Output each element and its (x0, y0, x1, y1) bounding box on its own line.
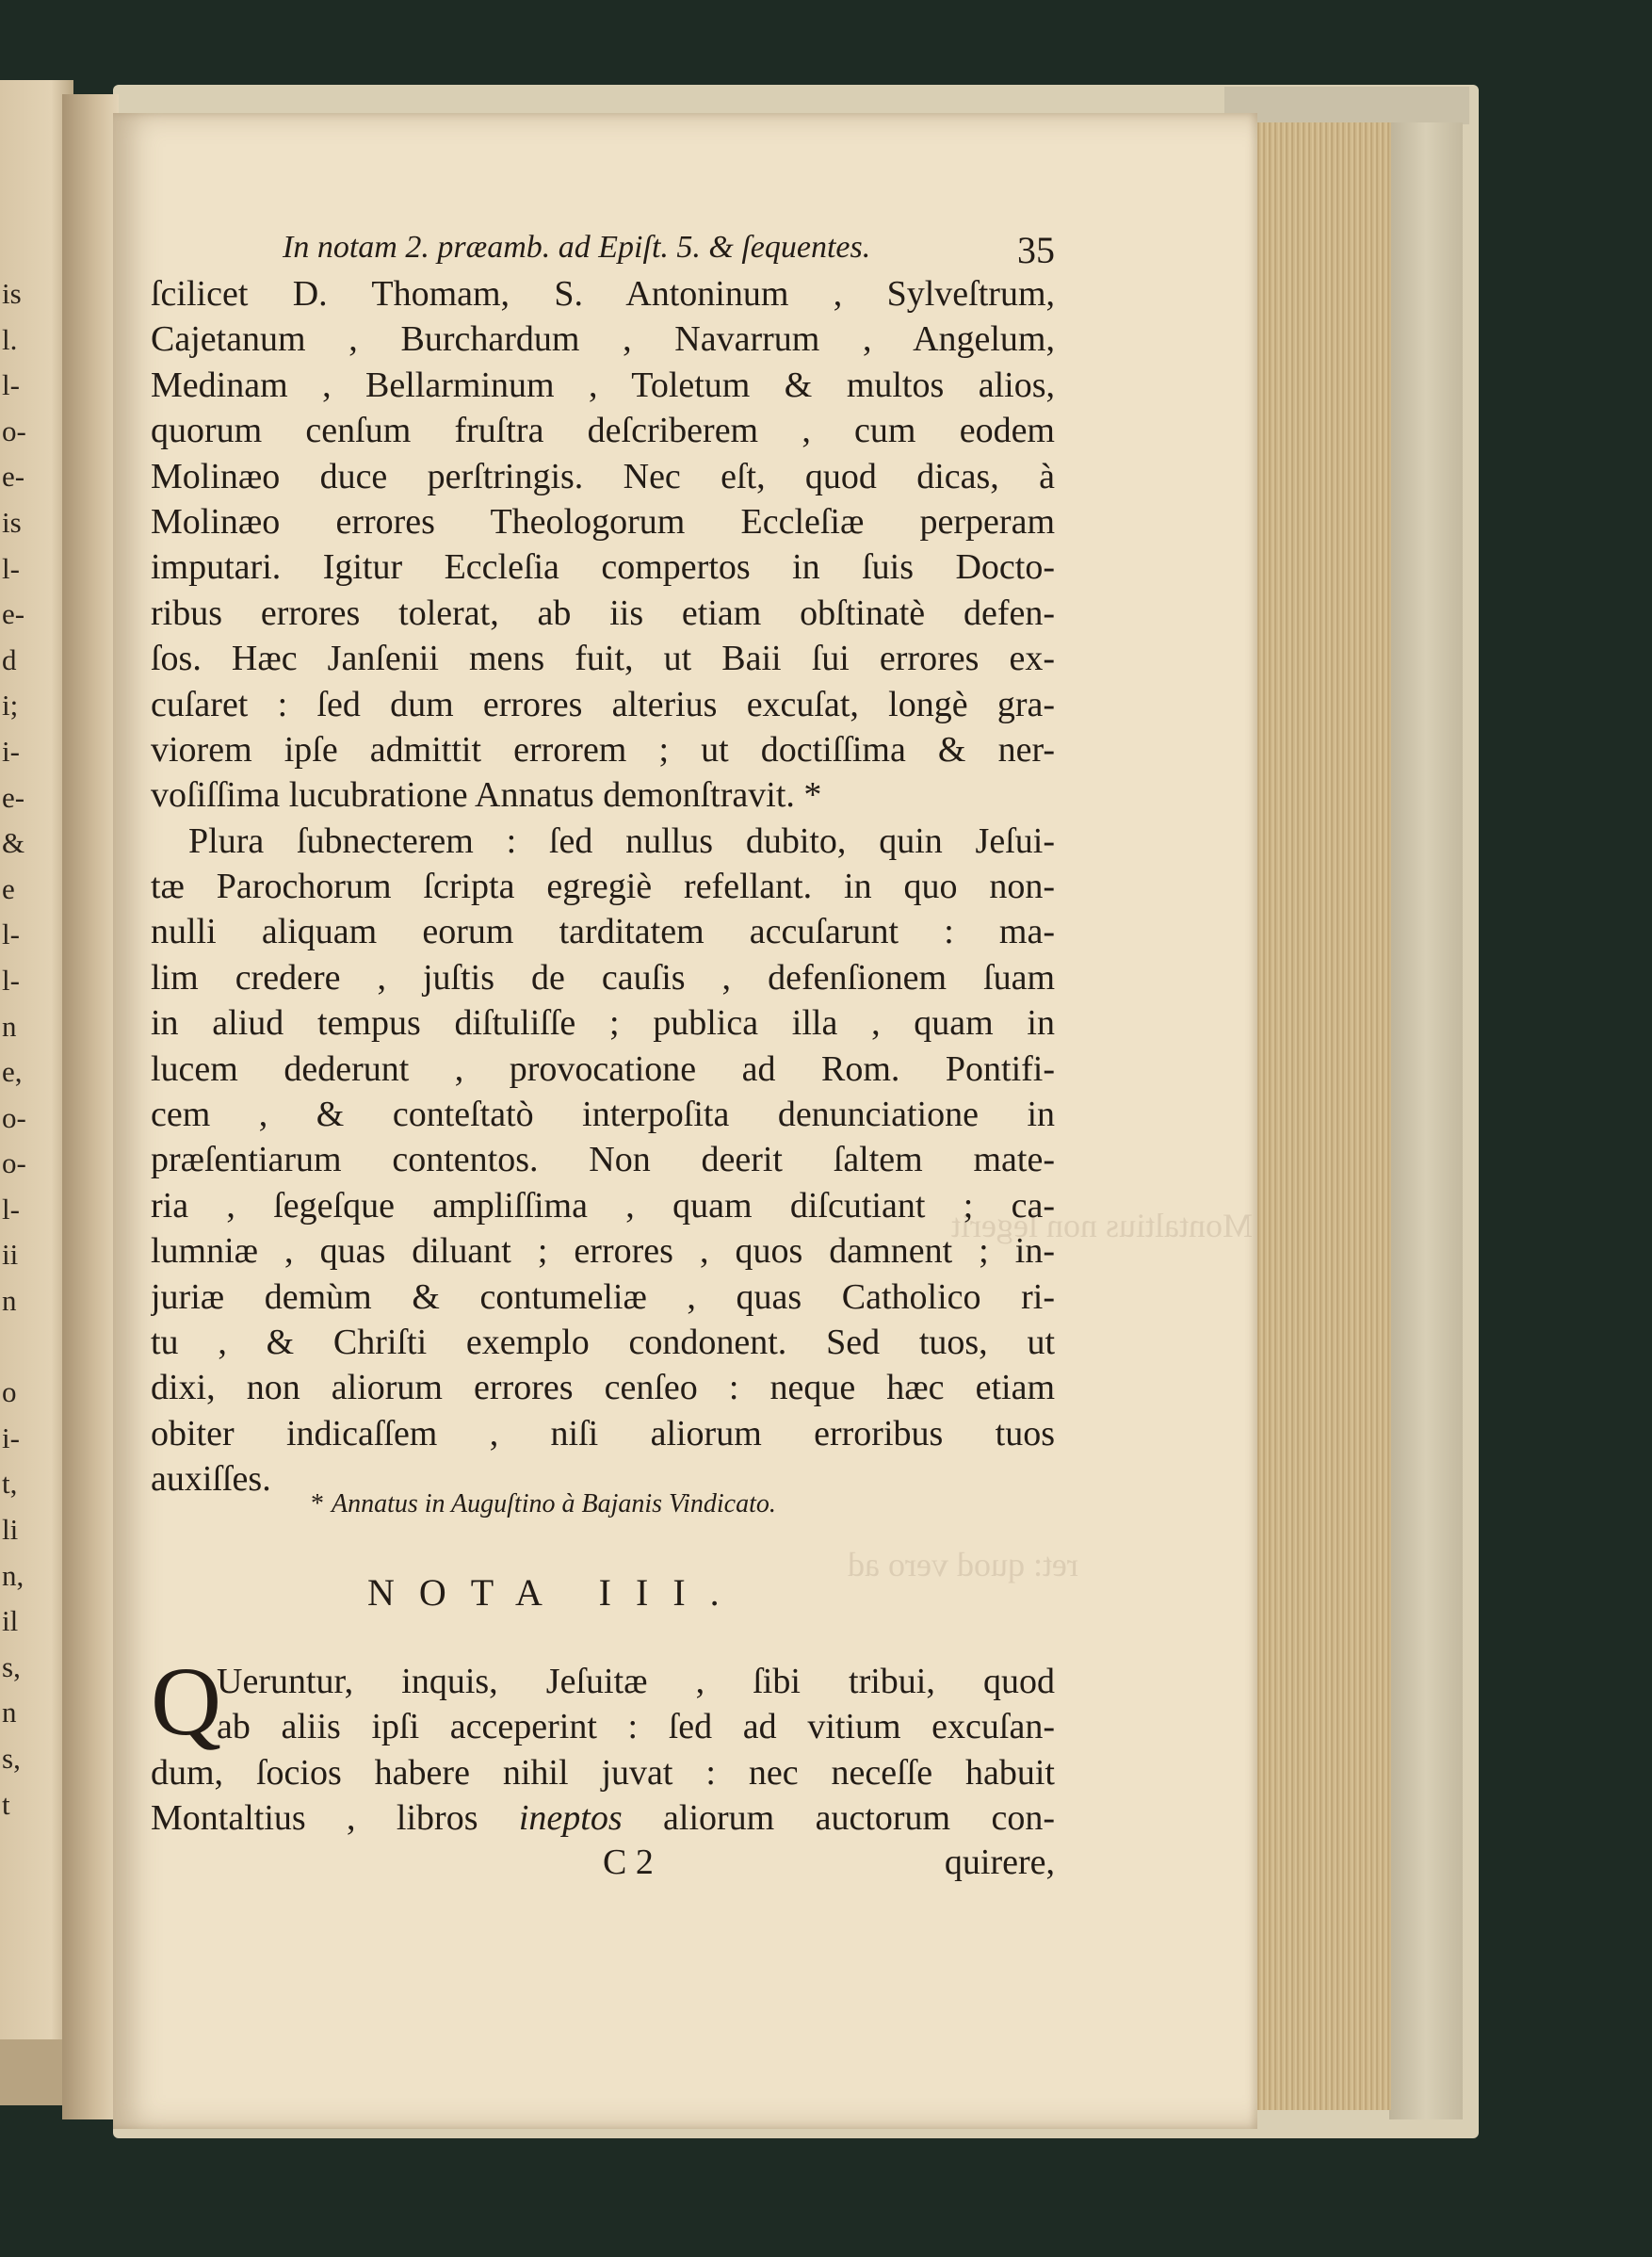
margin-letter: is (2, 505, 22, 539)
margin-letter: t (2, 1787, 10, 1821)
bleed-through-text: Montaltius non legerit (951, 1207, 1253, 1244)
margin-letter: d (2, 642, 17, 676)
text-line: præſentiarum contentos. Non deerit ſaltem mate- (151, 1140, 1055, 1180)
signature-mark: C 2 (603, 1843, 654, 1882)
left-page-margin-letters (2, 271, 40, 1827)
text-line: cuſaret : ſed dum errores alterius excuſat, longè gra- (151, 684, 1055, 724)
text-line: Plura ſubnecterem : ſed nullus dubito, quin Jeſui- (188, 820, 1055, 861)
running-title: In notam 2. præamb. ad Epiſt. 5. & ſequentes. (283, 230, 871, 265)
text-line: Cajetanum , Burchardum , Navarrum , Angelum, (151, 319, 1055, 360)
margin-letter: o- (2, 1100, 26, 1134)
margin-letter: n, (2, 1558, 24, 1592)
body-paragraphs (151, 271, 1055, 1502)
page-fore-edge (1253, 122, 1391, 2110)
text-line: lumniæ , quas diluant ; errores , quos damnent ; in- (151, 1231, 1055, 1272)
margin-letter: i- (2, 1421, 20, 1454)
text-line: dixi, non aliorum errores cenſeo : neque hæc etiam (151, 1368, 1055, 1408)
margin-letter: n (2, 1696, 17, 1729)
margin-letter: i- (2, 734, 20, 768)
footnote-mark: * (311, 1489, 324, 1518)
catchword: quirere, (944, 1843, 1055, 1882)
text-line: tæ Parochorum ſcripta egregiè refellant. in quo non- (151, 867, 1055, 907)
margin-letter: e- (2, 460, 25, 494)
margin-letter: ii (2, 1238, 19, 1272)
margin-letter: e, (2, 1055, 23, 1089)
margin-letter: li (2, 1513, 19, 1547)
text-line: ria , ſegeſque ampliſſima , quam diſcutiant ; ca- (151, 1185, 1055, 1226)
margin-letter: e (2, 871, 15, 905)
margin-letter: n (2, 1284, 17, 1318)
margin-letter: o (2, 1375, 17, 1409)
margin-letter: o- (2, 1146, 26, 1180)
text-line: nulli aliquam eorum tarditatem accuſarunt : ma- (151, 912, 1055, 952)
text-line: quorum cenſum fruſtra deſcriberem , cum eodem (151, 411, 1055, 451)
margin-letter: l. (2, 322, 18, 356)
margin-letter: s, (2, 1742, 21, 1775)
margin-letter: l- (2, 368, 20, 402)
margin-letter: l- (2, 551, 20, 585)
margin-letter: il (2, 1604, 19, 1638)
page-number: 35 (1017, 229, 1055, 271)
running-head (151, 226, 1055, 275)
cover-right-edge (1389, 122, 1463, 2119)
bleed-through-text: ret: quod vero ad (848, 1546, 1078, 1583)
footnote-text: Annatus in Auguſtino à Bajanis Vindicato. (332, 1489, 776, 1518)
text-line: juriæ demùm & contumeliæ , quas Catholico ri- (151, 1276, 1055, 1317)
cover-top-edge (1224, 87, 1469, 124)
nota-text-line: dum, ſocios habere nihil juvat : nec neceſſe habuit (151, 1752, 1055, 1793)
margin-letter: s, (2, 1649, 21, 1683)
margin-letter: t, (2, 1467, 18, 1501)
text-line: auxiſſes. (151, 1459, 271, 1500)
text-line: lim credere , juſtis de cauſis , defenſionem ſuam (151, 957, 1055, 998)
signature-line (151, 1842, 1055, 1887)
margin-letter: is (2, 277, 22, 310)
margin-letter: l- (2, 917, 20, 951)
margin-letter: & (2, 826, 25, 860)
italic-word: ineptos (518, 1798, 623, 1839)
margin-letter: l- (2, 1192, 20, 1226)
text-line: lucem dederunt , provocatione ad Rom. Pontifi- (151, 1048, 1055, 1089)
nota-text-line: ab aliis ipſi acceperint : ſed ad vitium excuſan- (217, 1707, 1055, 1747)
margin-letter: o- (2, 414, 26, 447)
margin-letter: i; (2, 689, 19, 723)
footnote (311, 1489, 776, 1519)
section-heading: NOTA III. (367, 1571, 744, 1614)
margin-letter: e- (2, 780, 25, 814)
text-line: ribus errores tolerat, ab iis etiam obſtinatè defen- (151, 593, 1055, 633)
nota-lines (151, 1659, 1055, 1842)
text-line: viorem ipſe admittit errorem ; ut doctiſſima & ner- (151, 729, 1055, 770)
nota-text-line: Montaltius , libros ineptos aliorum auctorum con- (151, 1798, 1055, 1839)
text-line: cem , & conteſtatò interpoſita denunciatione in (151, 1095, 1055, 1135)
book-gutter (62, 94, 119, 2119)
margin-letter: l- (2, 963, 20, 997)
nota-text-line: Ueruntur, inquis, Jeſuitæ , ſibi tribui, quod (217, 1662, 1055, 1701)
text-line: imputari. Igitur Eccleſia compertos in ſuis Docto- (151, 547, 1055, 588)
margin-letter: e- (2, 597, 25, 631)
text-line: Medinam , Bellarminum , Toletum & multos alios, (151, 365, 1055, 405)
text-line: obiter indicaſſem , niſi aliorum erroribus tuos (151, 1413, 1055, 1453)
text-line: tu , & Chriſti exemplo condonent. Sed tuos, ut (151, 1322, 1055, 1362)
drop-cap: Q (151, 1648, 222, 1756)
text-line: ſcilicet D. Thomam, S. Antoninum , Sylveſtrum, (151, 274, 1055, 314)
margin-letter: n (2, 1009, 17, 1043)
text-line: in aliud tempus diſtuliſſe ; publica illa , quam in (151, 1003, 1055, 1044)
margin-letter (2, 1324, 40, 1371)
nota-paragraph (151, 1648, 1055, 1842)
text-line: voſiſſima lucubratione Annatus demonſtravit. * (151, 775, 822, 816)
text-line: Molinæo errores Theologorum Eccleſiæ perperam (151, 501, 1055, 542)
text-line: Molinæo duce perſtringis. Nec eſt, quod dicas, à (151, 456, 1055, 496)
text-line: ſos. Hæc Janſenii mens fuit, ut Baii ſui errores ex- (151, 639, 1055, 679)
